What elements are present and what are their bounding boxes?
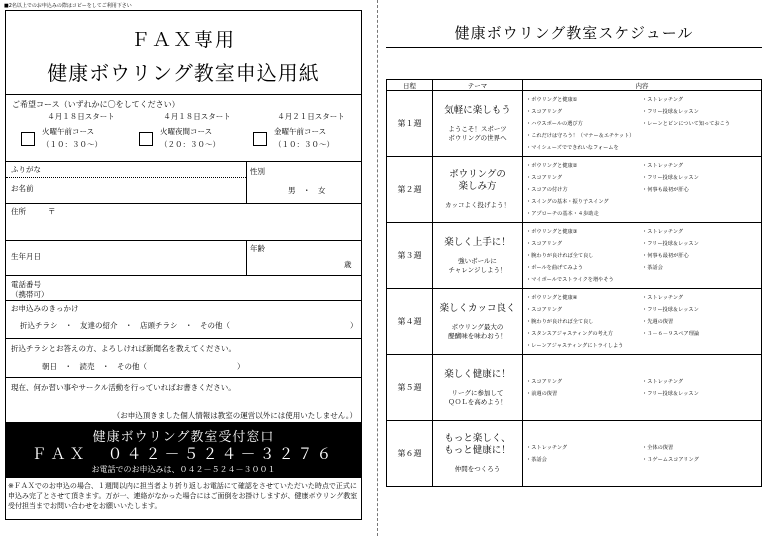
week-label: 第５週 [387, 355, 433, 421]
title-underline [386, 47, 762, 48]
content-list [526, 162, 758, 217]
content-item [642, 132, 758, 139]
content-item: ・フリー投球＆レッスン [642, 241, 699, 247]
course-heading: ご希望コース（いずれかに〇をしてください） [12, 100, 180, 109]
content-item: ・ハウスボールの選び方 [526, 121, 583, 127]
content-item: ・ストレッチング [642, 163, 684, 169]
address-field[interactable] [48, 206, 358, 236]
theme-line: もっと健康に！ [444, 445, 511, 456]
course-1-start: ４月１８日スタート [47, 112, 115, 121]
gender-label: 性別 [250, 167, 265, 176]
content-list [526, 444, 758, 463]
week-content-cell [523, 289, 762, 355]
week-theme [433, 433, 522, 457]
hobby-label: 現在、何か習い事やサークル活動を行っていればお書きください。 [11, 383, 236, 392]
course-1-checkbox[interactable] [21, 132, 35, 146]
subtitle-line: ボウリング最大の [451, 322, 504, 331]
footer-note: ※ＦＡＸでのお申込の場合、１週間以内に担当者より折り返しお電話にて確認をさせていただいた時点で正式に申込み完了とさせて頂きます。万が一、連絡がなかった場合にはご面倒をお掛けしますが、健康ボウリング教室受付担当までお問い合わせをお願いいたします。 [8, 482, 358, 510]
content-item: ・腕わりが良ければ全て良し [526, 253, 594, 259]
course-2-checkbox[interactable] [139, 132, 153, 146]
age-unit: 歳 [344, 260, 352, 269]
subtitle-line: ボウリングの世界へ [448, 133, 507, 142]
content-item: ・スコアの付け方 [526, 187, 568, 193]
form-title: 健康ボウリング教室申込用紙 [47, 61, 320, 85]
week-theme-cell [433, 91, 523, 157]
week-theme [433, 369, 522, 381]
week-label: 第４週 [387, 289, 433, 355]
week-theme [433, 303, 522, 315]
divider [6, 161, 361, 162]
week-theme-cell [433, 223, 523, 289]
theme-line: ボウリングの [449, 169, 506, 180]
schedule-title: 健康ボウリング教室スケジュール [454, 24, 694, 42]
content-item [642, 198, 758, 205]
week-theme [433, 237, 522, 249]
content-item: ・レーンとピンについて知っておこう [642, 121, 730, 127]
theme-line: 楽しくカッコ良く [439, 302, 516, 314]
birthday-label: 生年月日 [11, 252, 41, 261]
content-item: ・ボウリングと健康② [526, 163, 578, 169]
week-subtitle [433, 257, 522, 275]
content-item: ・ボウリングと健康① [526, 97, 578, 103]
schedule-row [387, 289, 762, 355]
week-theme-cell [433, 289, 523, 355]
schedule-header-row [387, 80, 762, 91]
course-2-time: （２０：３０～） [160, 140, 220, 149]
fax-number: ＦＡＸ ０４２－５２４－３２７６ [31, 445, 336, 463]
postal-mark: 〒 [48, 207, 56, 216]
content-item: ・ストレッチング [642, 229, 684, 235]
phone-contact: お電話でのお申込みは、０４２－５２４－３００１ [91, 465, 276, 474]
header-content: 内容 [523, 80, 762, 91]
content-item: ・ストレッチング [642, 97, 684, 103]
page-divider [377, 0, 378, 536]
content-item: ・先週の復習 [642, 319, 674, 325]
newspaper-label: 折込チラシとお答えの方、よろしければ新聞名を教えてください。 [11, 344, 236, 353]
course-3-start: ４月２１日スタート [277, 112, 345, 121]
schedule-row [387, 157, 762, 223]
content-list [526, 294, 758, 349]
content-list [526, 96, 758, 151]
week-theme-cell [433, 355, 523, 421]
subtitle-line: 醍醐味を味わおう！ [448, 331, 507, 340]
content-item: ・マイボールでストライクを増やそう [526, 277, 614, 283]
subtitle-line: リーグに参加して [451, 388, 504, 397]
week-subtitle [433, 465, 522, 474]
content-item: ・フリー投球＆レッスン [642, 109, 699, 115]
content-item: ・フリー投球＆レッスン [642, 307, 699, 313]
header-date: 日程 [387, 80, 433, 91]
week-label: 第６週 [387, 421, 433, 487]
subtitle-line: ようこそ！スポーツ [448, 124, 507, 133]
trigger-options[interactable]: 折込チラシ ・ 友達の紹介 ・ 店頭チラシ ・ その他（ ） [20, 321, 358, 330]
divider [246, 240, 247, 275]
week-subtitle [433, 389, 522, 407]
address-label: 住所 [11, 207, 26, 216]
week-label: 第１週 [387, 91, 433, 157]
divider [6, 377, 361, 378]
content-list [526, 378, 758, 397]
content-item: ・前週の復習 [526, 391, 558, 397]
schedule-row [387, 355, 762, 421]
birthday-field[interactable] [11, 251, 243, 271]
schedule-row [387, 223, 762, 289]
content-item: ・茶話会 [642, 265, 663, 271]
week-theme-cell [433, 421, 523, 487]
schedule-row [387, 421, 762, 487]
content-item: ・アプローチの基本・４歩助走 [526, 211, 599, 217]
content-item: ・ボウリングと健康④ [526, 295, 578, 301]
privacy-note: （お申込頂きました個人情報は教室の運営以外には使用いたしません。） [112, 411, 357, 420]
content-item: ・ストレッチング [642, 295, 684, 301]
content-item: ・３－６－９スペア理論 [642, 331, 700, 337]
course-2-start: ４月１８日スタート [163, 112, 231, 121]
week-theme-cell [433, 157, 523, 223]
divider [6, 338, 361, 339]
content-item: ・スコアリング [526, 307, 563, 313]
subtitle-line: ＱＯＬを高めよう！ [448, 397, 507, 406]
divider [6, 94, 361, 95]
divider [6, 203, 361, 204]
week-label: 第３週 [387, 223, 433, 289]
divider [6, 240, 361, 241]
form-title-fax: ＦＡＸ専用 [130, 29, 236, 51]
theme-line: 楽しく健康に！ [444, 368, 511, 380]
week-subtitle [433, 323, 522, 341]
content-item: ・スコアリング [526, 379, 563, 385]
course-3-name: 金曜午前コース [274, 127, 327, 136]
week-content-cell [523, 91, 762, 157]
content-item: ・腕わりが良ければ全て良し [526, 319, 594, 325]
copy-note: ■2名以上でのお申込みの際はコピーをしてご利用下さい [4, 3, 132, 9]
content-item: ・何事も最初が肝心 [642, 253, 689, 259]
phone-note: （携帯可） [11, 290, 49, 299]
receipt-title: 健康ボウリング教室受付窓口 [92, 430, 275, 445]
theme-line: 楽しく上手に！ [444, 236, 511, 248]
week-content-cell [523, 355, 762, 421]
divider [6, 300, 361, 301]
header-theme: テーマ [433, 80, 523, 91]
course-2-name: 火曜夜間コース [160, 127, 213, 136]
content-item [642, 342, 758, 349]
application-form [5, 10, 362, 520]
divider [246, 161, 247, 203]
content-item: ・スイングの基本・振り子スイング [526, 199, 609, 205]
course-1-name: 火曜午前コース [42, 127, 95, 136]
content-item: ・スコアリング [526, 175, 563, 181]
week-theme [433, 169, 522, 193]
schedule-table [386, 79, 762, 487]
theme-line: 楽しみ方 [458, 181, 497, 192]
content-item: ・何事も最初が肝心 [642, 187, 689, 193]
content-item: ・スコアリング [526, 241, 563, 247]
content-item: ・フリー投球＆レッスン [642, 175, 699, 181]
divider [6, 177, 246, 178]
theme-line: 気軽に楽しもう [444, 104, 511, 116]
course-1-time: （１０：３０～） [42, 140, 102, 149]
subtitle-line: 仲間をつくろう [454, 465, 501, 473]
content-item: ・フリー投球＆レッスン [642, 391, 699, 397]
content-item: ・ボールを曲げてみよう [526, 265, 583, 271]
week-theme [433, 105, 522, 117]
content-item: ・３ゲームスコアリング [642, 457, 699, 463]
receipt-box [6, 422, 361, 478]
content-item: ・茶話会 [526, 457, 547, 463]
content-item: ・全体の復習 [642, 445, 674, 451]
content-item: ・レーンアジャスティングにトライしよう [526, 343, 624, 349]
content-item: ・ボウリングと健康③ [526, 229, 578, 235]
schedule-row [387, 91, 762, 157]
subtitle-line: 強いボールに [458, 256, 497, 265]
course-3-checkbox[interactable] [253, 132, 267, 146]
content-item [642, 276, 758, 283]
trigger-label: お申込みのきっかけ [11, 304, 79, 313]
divider [6, 275, 361, 276]
course-3-time: （１０：３０～） [274, 140, 334, 149]
content-item: ・マイシューズでできれいなフォームを [526, 145, 619, 151]
content-item: ・ストレッチング [526, 445, 568, 451]
week-label: 第２週 [387, 157, 433, 223]
week-content-cell [523, 157, 762, 223]
content-item: ・スコアリング [526, 109, 563, 115]
subtitle-line: カッコよく投げよう！ [445, 201, 510, 209]
subtitle-line: チャレンジしよう！ [448, 265, 507, 274]
name-field[interactable] [11, 183, 243, 201]
newspaper-options[interactable]: 朝日 ・ 読売 ・ その他（ ） [42, 362, 245, 371]
gender-options[interactable]: 男 ・ 女 [288, 186, 326, 195]
week-content-cell [523, 421, 762, 487]
theme-line: もっと楽しく、 [444, 433, 511, 444]
furigana-label: ふりがな [11, 165, 41, 174]
phone-label: 電話番号 [11, 280, 41, 289]
content-item: ・スタンスアジャスティングの考え方 [526, 331, 614, 337]
week-subtitle [433, 125, 522, 143]
name-label: お名前 [11, 184, 34, 193]
content-item [642, 144, 758, 151]
content-item: ・ストレッチング [642, 379, 684, 385]
content-item [642, 210, 758, 217]
age-label: 年齢 [250, 244, 265, 253]
week-subtitle [433, 201, 522, 210]
content-item: ・これだけは守ろう！（マナー＆エチケット） [526, 133, 635, 139]
content-list [526, 228, 758, 283]
week-content-cell [523, 223, 762, 289]
